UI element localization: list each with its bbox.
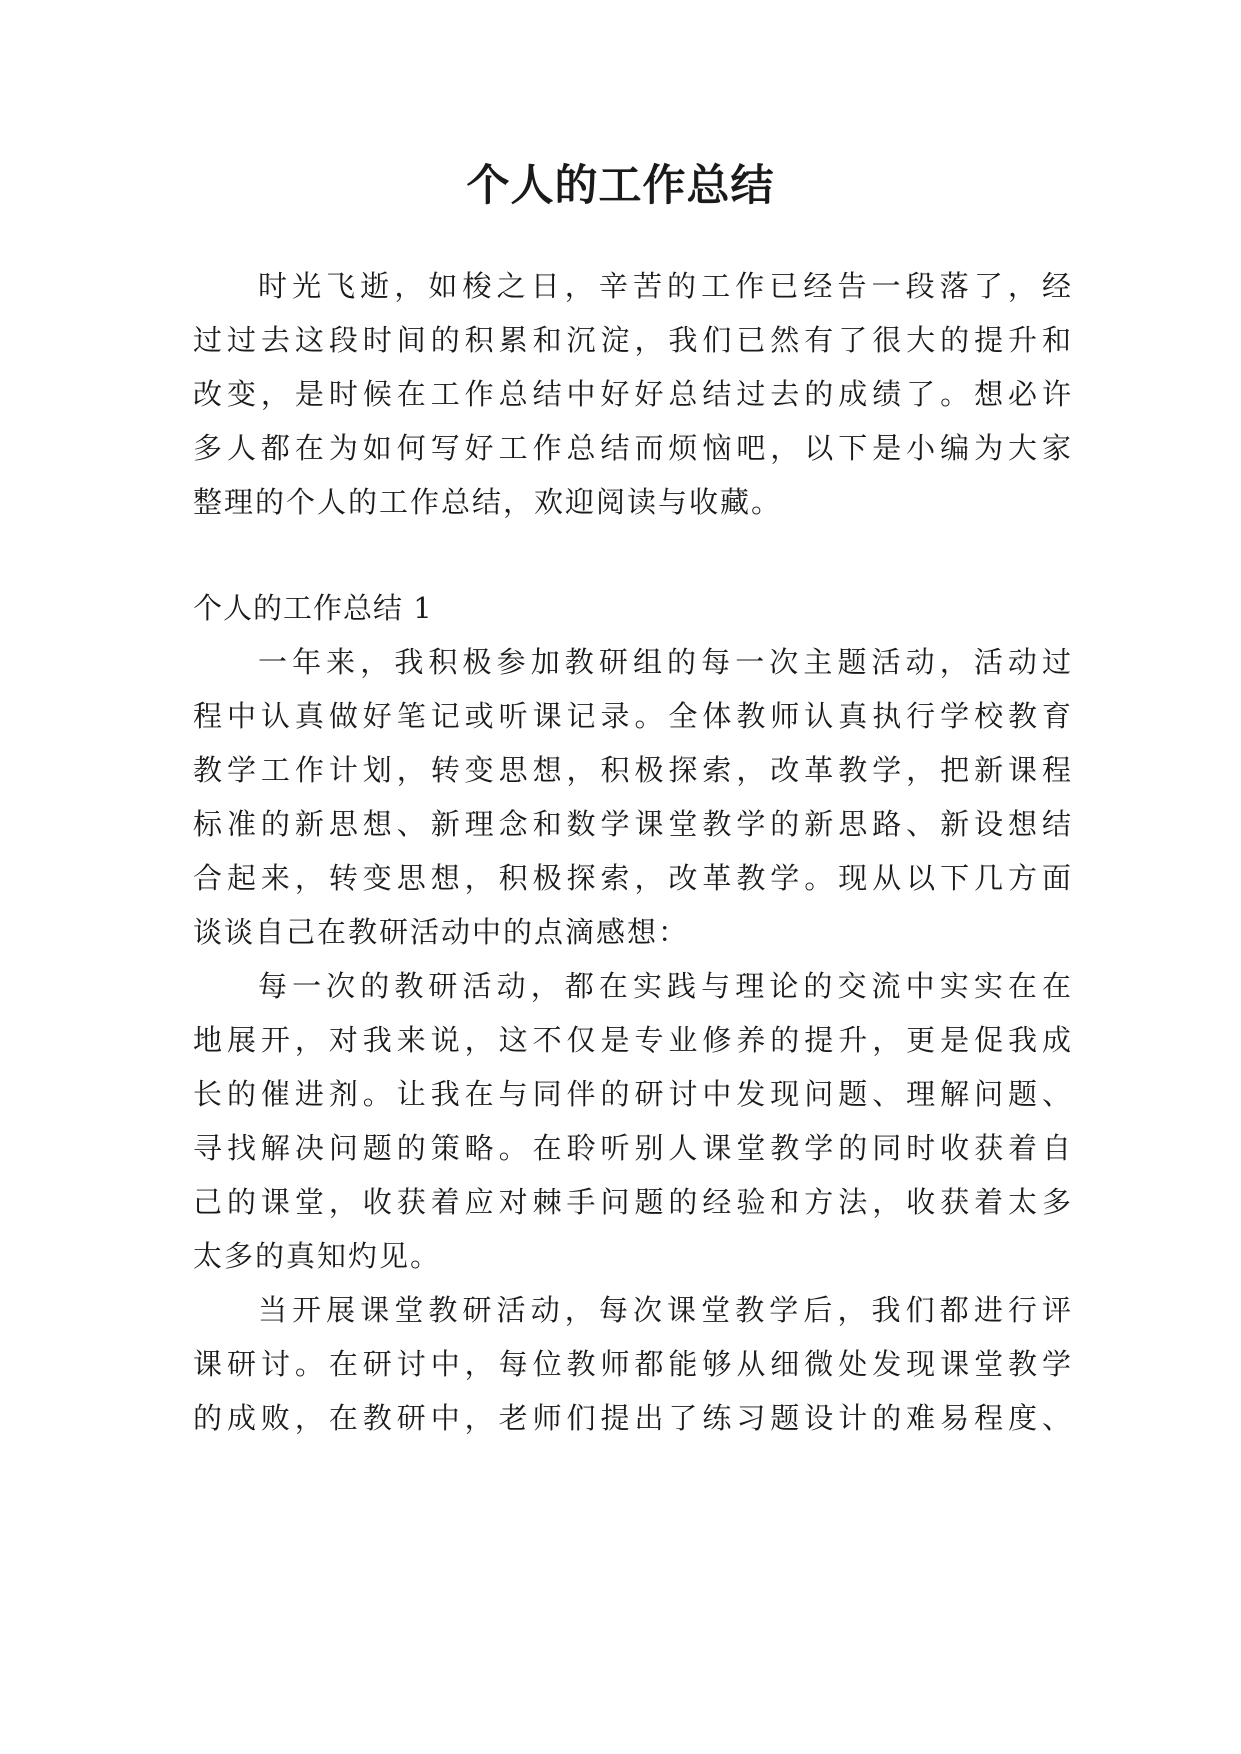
paragraph-line: 的成败，在教研中，老师们提出了练习题设计的难易程度、 [193, 1401, 1073, 1435]
paragraph-line: 己的课堂，收获着应对棘手问题的经验和方法，收获着太多 [193, 1185, 1073, 1219]
paragraph-line: 教学工作计划，转变思想，积极探索，改革教学，把新课程 [193, 753, 1073, 787]
intro-line: 多人都在为如何写好工作总结而烦恼吧，以下是小编为大家 [193, 431, 1073, 465]
paragraph-line: 一年来，我积极参加教研组的每一次主题活动，活动过 [258, 645, 1073, 679]
intro-line: 时光飞逝，如梭之日，辛苦的工作已经告一段落了，经 [258, 269, 1073, 303]
intro-line: 过过去这段时间的积累和沉淀，我们已然有了很大的提升和 [193, 323, 1073, 357]
paragraph-line: 长的催进剂。让我在与同伴的研讨中发现问题、理解问题、 [193, 1077, 1073, 1111]
paragraph-line: 合起来，转变思想，积极探索，改革教学。现从以下几方面 [193, 861, 1073, 895]
section-heading: 个人的工作总结 1 [193, 591, 433, 625]
intro-line: 改变，是时候在工作总结中好好总结过去的成绩了。想必许 [193, 377, 1073, 411]
document-title: 个人的工作总结 [466, 161, 775, 211]
paragraph-line: 寻找解决问题的策略。在聆听别人课堂教学的同时收获着自 [193, 1131, 1073, 1165]
paragraph-line: 当开展课堂教研活动，每次课堂教学后，我们都进行评 [258, 1293, 1073, 1327]
paragraph-line: 地展开，对我来说，这不仅是专业修养的提升，更是促我成 [193, 1023, 1073, 1057]
paragraph-line: 程中认真做好笔记或听课记录。全体教师认真执行学校教育 [193, 699, 1073, 733]
paragraph-line: 每一次的教研活动，都在实践与理论的交流中实实在在 [258, 969, 1073, 1003]
paragraph-line: 谈谈自己在教研活动中的点滴感想： [193, 915, 690, 949]
paragraph-line: 太多的真知灼见。 [193, 1239, 442, 1273]
paragraph-line: 标准的新思想、新理念和数学课堂教学的新思路、新设想结 [193, 807, 1073, 841]
intro-line: 整理的个人的工作总结，欢迎阅读与收藏。 [193, 485, 783, 519]
paragraph-line: 课研讨。在研讨中，每位教师都能够从细微处发现课堂教学 [193, 1347, 1073, 1381]
